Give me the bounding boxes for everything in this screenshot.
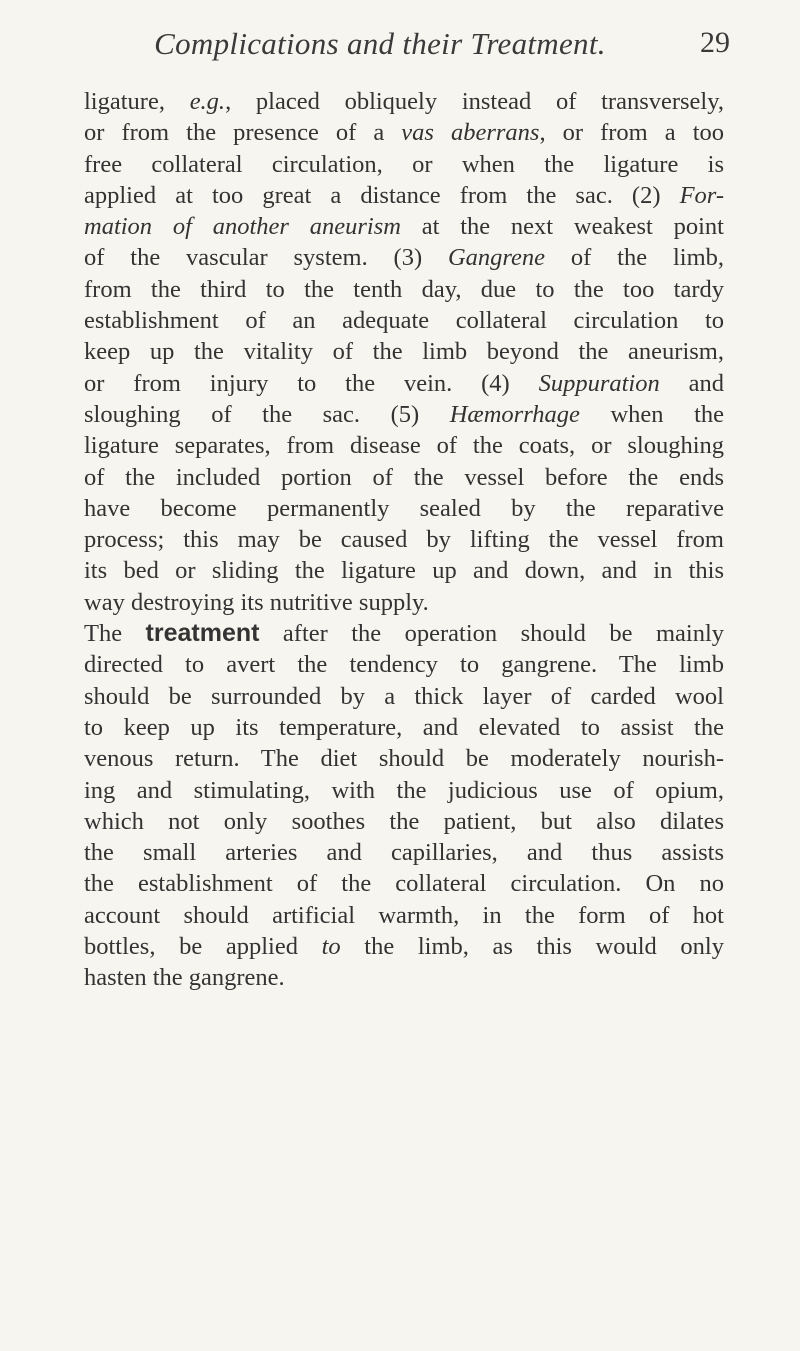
text-line <box>84 305 724 336</box>
text-line <box>84 117 724 148</box>
text-run: sloughing of the sac. (5) <box>84 400 450 428</box>
italic-phrase: vas aberrans <box>401 119 540 147</box>
text-line <box>84 900 724 931</box>
text-run: ligature separates, from disease of the coats, or sloughing <box>84 432 724 460</box>
text-run: from the third to the tenth day, due to the too tardy <box>84 275 724 303</box>
text-run: bottles, be applied <box>84 933 322 961</box>
italic-phrase: e.g. <box>189 88 226 115</box>
text-run: account should artificial warmth, in the form of hot <box>84 901 724 929</box>
text-run: which not only soothes the patient, but also dilates <box>84 807 724 835</box>
text-run: of the vascular system. (3) <box>84 244 448 272</box>
text-run: , or from a too <box>539 119 725 147</box>
text-line <box>84 86 724 117</box>
text-line <box>84 587 724 618</box>
text-line <box>84 681 724 712</box>
body-text <box>84 86 724 994</box>
text-line <box>84 743 724 774</box>
text-line <box>84 837 724 868</box>
text-line <box>84 555 724 586</box>
text-line <box>84 712 724 743</box>
text-run: free collateral circulation, or when the ligature is <box>84 150 724 178</box>
text-line <box>84 242 724 273</box>
text-run: or from injury to the vein. (4) <box>84 369 539 397</box>
text-line <box>84 962 724 993</box>
text-run: the establishment of the collateral circulation. On no <box>84 870 724 898</box>
text-run: and <box>659 369 725 397</box>
text-run: establishment of an adequate collateral circulation to <box>84 307 724 335</box>
italic-phrase: to <box>321 933 341 961</box>
page-number: 29 <box>700 26 730 59</box>
text-run: or from the presence of a <box>84 119 402 147</box>
text-line <box>84 524 724 555</box>
text-run: the small arteries and capillaries, and thus assists <box>84 839 724 867</box>
text-line <box>84 180 724 211</box>
text-run: applied at too great a distance from the sac. (2) <box>84 181 680 209</box>
text-run: directed to avert the tendency to gangrene. The limb <box>84 651 724 679</box>
text-run: the limb, as this would only <box>340 933 724 961</box>
text-run: hasten the gangrene. <box>84 964 285 992</box>
running-title: Complications and their Treatment. <box>154 26 606 61</box>
text-line <box>84 618 724 649</box>
text-run: after the operation should be mainly <box>259 620 724 648</box>
text-line <box>84 274 724 305</box>
text-run: The <box>84 620 146 648</box>
italic-phrase: Gangrene <box>447 244 546 272</box>
text-run: keep up the vitality of the limb beyond the aneurism, <box>84 338 724 366</box>
text-run: ing and stimulating, with the judicious use of opium, <box>84 776 724 804</box>
text-line <box>84 649 724 680</box>
text-line <box>84 868 724 899</box>
text-run: to keep up its temperature, and elevated to assist the <box>84 713 724 741</box>
text-run: its bed or sliding the ligature up and down, and in this <box>84 557 724 585</box>
text-line <box>84 430 724 461</box>
italic-phrase: Suppuration <box>538 369 660 397</box>
text-line <box>84 931 724 962</box>
text-line <box>84 493 724 524</box>
text-run: , placed obliquely instead of transversely, <box>225 88 725 115</box>
text-line <box>84 211 724 242</box>
text-run: at the next weakest point <box>400 213 724 241</box>
text-run: of the limb, <box>545 244 725 272</box>
text-run: when the <box>579 400 725 428</box>
bold-keyword: treatment <box>145 619 260 648</box>
text-run: should be surrounded by a thick layer of carded wool <box>84 682 724 710</box>
text-line <box>84 336 724 367</box>
text-line <box>84 462 724 493</box>
running-head <box>0 26 800 66</box>
text-line <box>84 806 724 837</box>
text-run: ligature, <box>84 88 190 115</box>
italic-phrase: Hæmorrhage <box>449 400 580 428</box>
text-run: way destroying its nutritive supply. <box>84 588 429 616</box>
italic-phrase: For- <box>679 181 724 209</box>
text-line <box>84 368 724 399</box>
text-line <box>84 399 724 430</box>
text-line <box>84 149 724 180</box>
text-run: of the included portion of the vessel before the ends <box>84 463 724 491</box>
text-run: have become permanently sealed by the reparative <box>84 494 724 522</box>
text-line <box>84 775 724 806</box>
italic-phrase: mation of another aneurism <box>84 213 401 241</box>
text-run: venous return. The diet should be moderately nourish- <box>84 745 724 773</box>
text-run: process; this may be caused by lifting the vessel from <box>84 526 724 554</box>
